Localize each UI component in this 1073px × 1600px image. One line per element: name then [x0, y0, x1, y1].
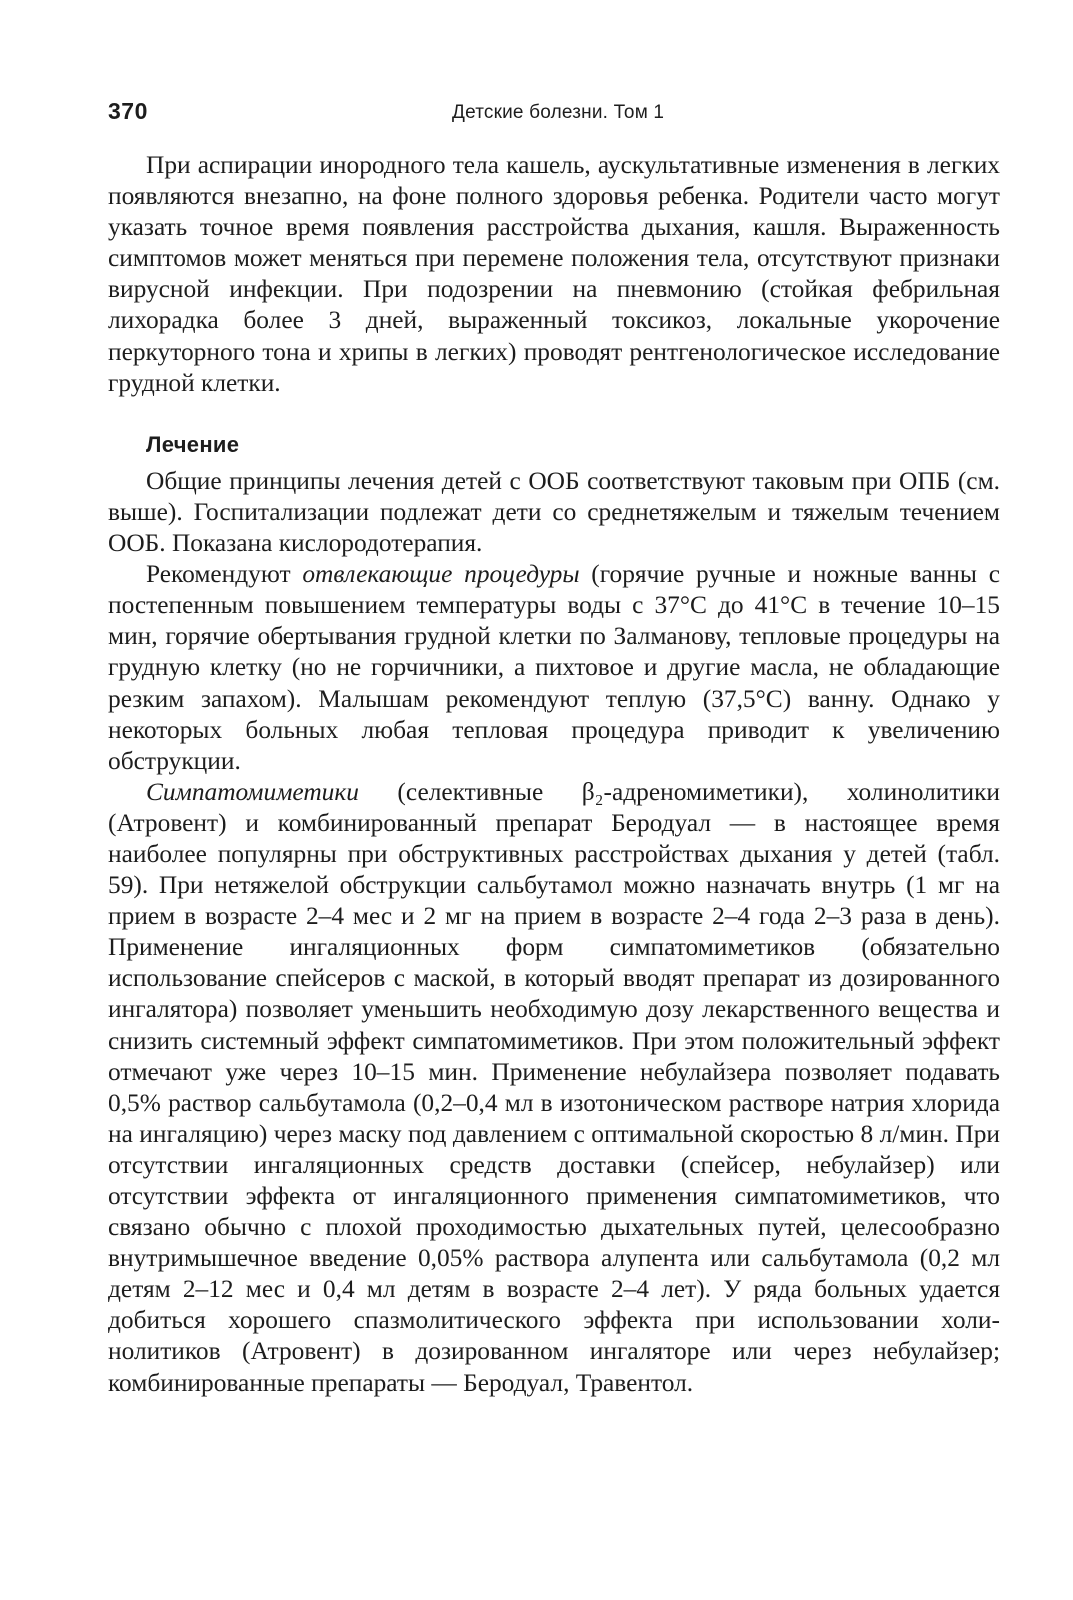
- paragraph-body: (горячие ручные и ножные ванны с постепенным повышением температуры воды с 37°С до 41°С в течение 10–15 мин, горячие обертывания грудной клетки по Залманову, тепловые процедуры на грудную клетку (но не горчичники, а пихтовое и другие масла, не обладающие резким запахом). Малышам рекомендуют теплую (37,5°С) ванну. Однако у некоторых больных любая тепловая процедура приводит к увеличению обструкции.: [108, 560, 1000, 775]
- paragraph-body: (селективные β₂-адреномиметики), холинолитики (Атровент) и комбинированный препарат Беродуал — в настоящее время наиболее популярны при обструктивных расстройствах дыхания у детей (табл. 59). При нетяжелой обструкции сальбутамол можно назначать внутрь (1 мг на прием в возрасте 2–4 мес и 2 мг на прием в возрасте 2–4 года 2–3 раза в день). Применение ингаляционных форм симпатомиметиков (обязательно использование спейсеров с маской, в который вводят препарат из дозированного ингалятора) позволяет уменьшить необходимую дозу лекарственного вещества и снизить системный эффект симпатомиметиков. При этом положительный эффект отмечают уже через 10–15 мин. Применение небулайзера позволяет подавать 0,5% раствор сальбутамола (0,2–0,4 мл в изотоническом растворе натрия хлорида на ингаляцию) через маску под давлением с оптимальной скоростью 8 л/мин. При отсутствии ингаляционных средств доставки (спейсер, небулайзер) или отсутствии эффекта от ингаляционного применения симпатомиметиков, что связано обычно с плохой проходимостью дыхательных путей, целесообразно внутримышечное введение 0,05% раствора алупента или сальбутамола (0,2 мл детям 2–12 мес и 0,4 мл детям в возрасте 2–4 лет). У ряда больных удается добиться хорошего спазмолитического эффекта при использовании холинолитиков (Атровент) в дозированном ингаляторе или через небулайзер; комбинированные препараты — Беродуал, Травентол.: [108, 777, 1000, 1397]
- book-page: [108, 96, 1000, 1399]
- body-text: [108, 150, 1000, 1399]
- section-heading-treatment: Лечение: [146, 431, 240, 457]
- book-title: Детские болезни. Том 1: [452, 102, 665, 123]
- paragraph-sympathomimetics: [108, 777, 1000, 1399]
- paragraph-general-principles: Общие принципы лечения детей с ООБ соответствуют таковым при ОПБ (см. выше). Госпитализации подлежат дети со среднетяжелым и тяжелым течением ООБ. Показана кислородотерапия.: [108, 466, 1000, 558]
- paragraph-foreign-body: При аспирации инородного тела кашель, аускультативные изменения в легких появляются внезапно, на фоне полного здоровья ребенка. Родители часто могут указать точное время появления расстройства дыхания, кашля. Выраженность симптомов может меняться при перемене положения тела, отсутствуют признаки вирусной инфекции. При подозрении на пневмонию (стойкая фебрильная лихорадка более 3 дней, выраженный токсикоз, локальные укорочение перкуторного тона и хрипы в легких) проводят рентгенологическое исследование грудной клетки.: [108, 151, 1000, 397]
- term-sympathomimetics: Симпатомиметики: [146, 777, 359, 806]
- running-head: [108, 96, 1000, 136]
- term-distracting-procedures: отвлекающие процедуры: [302, 560, 580, 589]
- paragraph-lead: Рекомендуют: [146, 560, 303, 589]
- paragraph-distracting-procedures: [108, 559, 1000, 777]
- page-number: 370: [108, 98, 148, 124]
